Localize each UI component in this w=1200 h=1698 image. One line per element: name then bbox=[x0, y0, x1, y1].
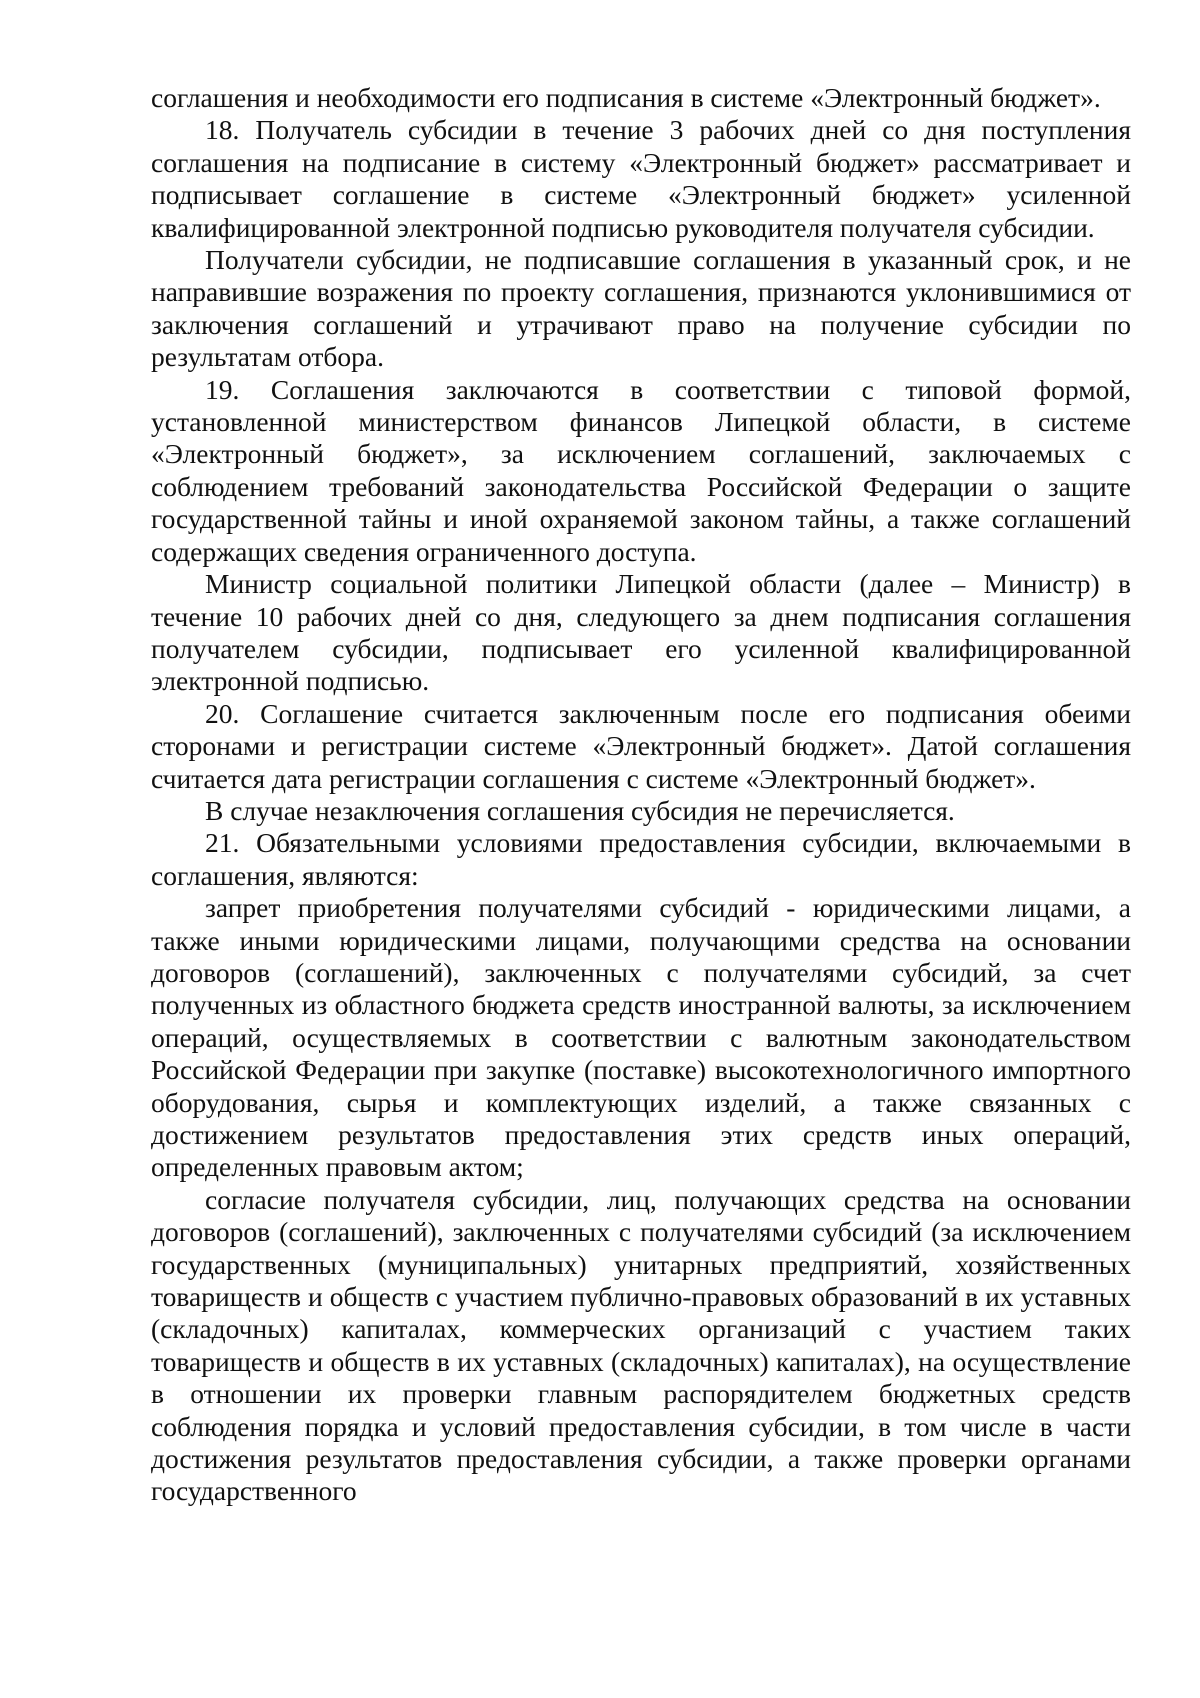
paragraph-currency-ban: запрет приобретения получателями субсидий - юридическими лицами, а также иными юридическими лицами, получающими средства на основании договоров (соглашений), заключенных с получателями субсидий, за счет полученных из областного бюджета средств иностранной валюты, за исключением операций, осуществляемых в соответствии с валютным законодательством Российской Федерации при закупке (поставке) высокотехнологичного импортного оборудования, сырья и комплектующих изделий, а также связанных с достижением результатов предоставления этих средств иных операций, определенных правовым актом; bbox=[151, 892, 1131, 1183]
document-body bbox=[151, 82, 1131, 1508]
paragraph-item-19: 19. Соглашения заключаются в соответствии с типовой формой, установленной министерством финансов Липецкой области, в системе «Электронный бюджет», за исключением соглашений, заключаемых с соблюдением требований законодательства Российской Федерации о защите государственной тайны и иной охраняемой законом тайны, а также соглашений содержащих сведения ограниченного доступа. bbox=[151, 373, 1131, 567]
paragraph-item-21: 21. Обязательными условиями предоставления субсидии, включаемыми в соглашения, являются: bbox=[151, 827, 1131, 891]
paragraph-item-20: 20. Соглашение считается заключенным после его подписания обеими сторонами и регистрации системе «Электронный бюджет». Датой соглашения считается дата регистрации соглашения с системе «Электронный бюджет». bbox=[151, 697, 1131, 794]
paragraph-item-18: 18. Получатель субсидии в течение 3 рабочих дней со дня поступления соглашения на подписание в систему «Электронный бюджет» рассматривает и подписывает соглашение в системе «Электронный бюджет» усиленной квалифицированной электронной подписью руководителя получателя субсидии. bbox=[151, 114, 1131, 243]
paragraph-continuation: соглашения и необходимости его подписания в системе «Электронный бюджет». bbox=[151, 82, 1101, 113]
paragraph-non-conclusion: В случае незаключения соглашения субсидия не перечисляется. bbox=[205, 794, 955, 826]
paragraph-consent-checks: согласие получателя субсидии, лиц, получающих средства на основании договоров (соглашений), заключенных с получателями субсидий (за исключением государственных (муниципальных) унитарных предприятий, хозяйственных товариществ и обществ с участием публично-правовых образований в их уставных (складочных) капиталах, коммерческих организаций с участием таких товариществ и обществ в их уставных (складочных) капиталах), на осуществление в отношении их проверки главным распорядителем бюджетных средств соблюдения порядка и условий предоставления субсидии, в том числе в части достижения результатов предоставления субсидии, а также проверки органами государственного bbox=[151, 1183, 1131, 1507]
paragraph-minister-signing: Министр социальной политики Липецкой области (далее – Министр) в течение 10 рабочих дней со дня, следующего за днем подписания соглашения получателем субсидии, подписывает его усиленной квалифицированной электронной подписью. bbox=[151, 568, 1131, 697]
paragraph-refusal: Получатели субсидии, не подписавшие соглашения в указанный срок, и не направившие возражения по проекту соглашения, признаются уклонившимися от заключения соглашений и утрачивают право на получение субсидии по результатам отбора. bbox=[151, 244, 1131, 373]
